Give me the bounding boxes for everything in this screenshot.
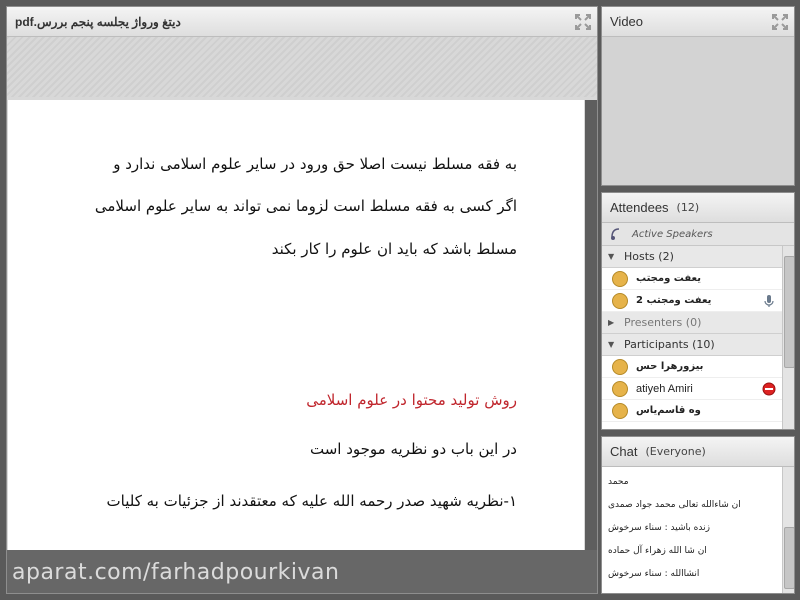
scrollbar-thumb[interactable] xyxy=(784,527,795,589)
video-area xyxy=(602,37,794,185)
expand-icon[interactable] xyxy=(772,14,788,30)
chat-message: ان شاءالله تعالی محمد جواد صمدی xyxy=(608,500,741,510)
attendee-row[interactable] xyxy=(602,400,782,422)
chat-message: محمد xyxy=(608,477,629,487)
attendee-name: وه قاسم‌یاس xyxy=(636,405,701,416)
group-label: Participants (10) xyxy=(624,338,715,351)
attendee-row[interactable] xyxy=(602,378,782,400)
user-icon xyxy=(612,381,628,397)
active-speakers-label: Active Speakers xyxy=(632,228,713,240)
expand-icon[interactable] xyxy=(575,14,591,30)
chat-scope: (Everyone) xyxy=(645,445,706,458)
chat-title: Chat xyxy=(610,444,638,459)
status-away-icon xyxy=(762,382,776,396)
document-line: اگر کسی به فقه مسلط است لزوما نمی تواند به سایر علوم اسلامی xyxy=(94,197,517,215)
chat-message: ان شا الله زهراء آل حماده xyxy=(608,546,707,556)
chat-header xyxy=(602,437,794,467)
document-toolbar-area xyxy=(7,37,598,97)
watermark-text: aparat.com/farhadpourkivan xyxy=(12,560,340,585)
attendees-header xyxy=(602,193,794,223)
document-line: به فقه مسلط نیست اصلا حق ورود در سایر علوم اسلامی ندارد و xyxy=(113,155,517,173)
chat-pod xyxy=(601,436,795,594)
user-icon xyxy=(612,271,628,287)
share-pod xyxy=(6,6,598,594)
expand-triangle-icon: ▶ xyxy=(608,318,615,327)
chat-scrollbar[interactable] xyxy=(782,467,795,593)
attendee-name: atiyeh Amiri xyxy=(636,382,693,395)
group-label: Presenters (0) xyxy=(624,316,702,329)
video-pod xyxy=(601,6,795,186)
group-presenters[interactable] xyxy=(602,312,782,334)
attendee-name: 2 یعفت ومجتب xyxy=(636,295,712,306)
scrollbar-thumb[interactable] xyxy=(784,256,795,368)
attendee-name: یعفت ومجتب xyxy=(636,273,701,284)
user-icon xyxy=(612,293,628,309)
active-speakers-row[interactable] xyxy=(602,223,794,246)
document-scrollbar[interactable] xyxy=(585,100,597,550)
document-heading: روش تولید محتوا در علوم اسلامی xyxy=(306,391,517,409)
group-participants[interactable] xyxy=(602,334,782,356)
attendees-count: (12) xyxy=(676,201,700,214)
group-label: Hosts (2) xyxy=(624,250,674,263)
document-line: در این باب دو نظریه موجود است xyxy=(309,440,517,458)
document-line: ۱-نظریه شهید صدر رحمه الله علیه که معتقدند از جزئیات به کلیات xyxy=(106,492,517,510)
user-icon xyxy=(612,359,628,375)
document-page xyxy=(8,100,584,550)
attendee-row[interactable] xyxy=(602,290,782,312)
attendee-name: بیزورهرا حس xyxy=(636,361,704,372)
group-hosts[interactable] xyxy=(602,246,782,268)
share-pod-header xyxy=(7,7,597,37)
attendees-pod xyxy=(601,192,795,430)
video-title: Video xyxy=(610,14,644,29)
document-line: مسلط باشد که باید ان علوم را کار بکند xyxy=(271,240,517,258)
attendee-row[interactable] xyxy=(602,268,782,290)
attendee-scrollbar[interactable] xyxy=(782,246,795,430)
document-title: pdf.دیتغ ورواژ یجلسه پنجم بررس xyxy=(15,14,181,29)
speaker-icon xyxy=(610,227,624,241)
video-pod-header xyxy=(602,7,794,37)
chat-messages xyxy=(602,467,782,593)
microphone-icon xyxy=(762,294,776,308)
attendee-row[interactable] xyxy=(602,356,782,378)
collapse-triangle-icon: ▼ xyxy=(608,340,615,349)
collapse-triangle-icon: ▼ xyxy=(608,252,615,261)
chat-message: انشاالله : سناء سرخوش xyxy=(608,569,700,579)
attendees-title: Attendees xyxy=(610,200,669,215)
user-icon xyxy=(612,403,628,419)
chat-message: زنده باشید : سناء سرخوش xyxy=(608,523,710,533)
attendee-list xyxy=(602,246,782,430)
